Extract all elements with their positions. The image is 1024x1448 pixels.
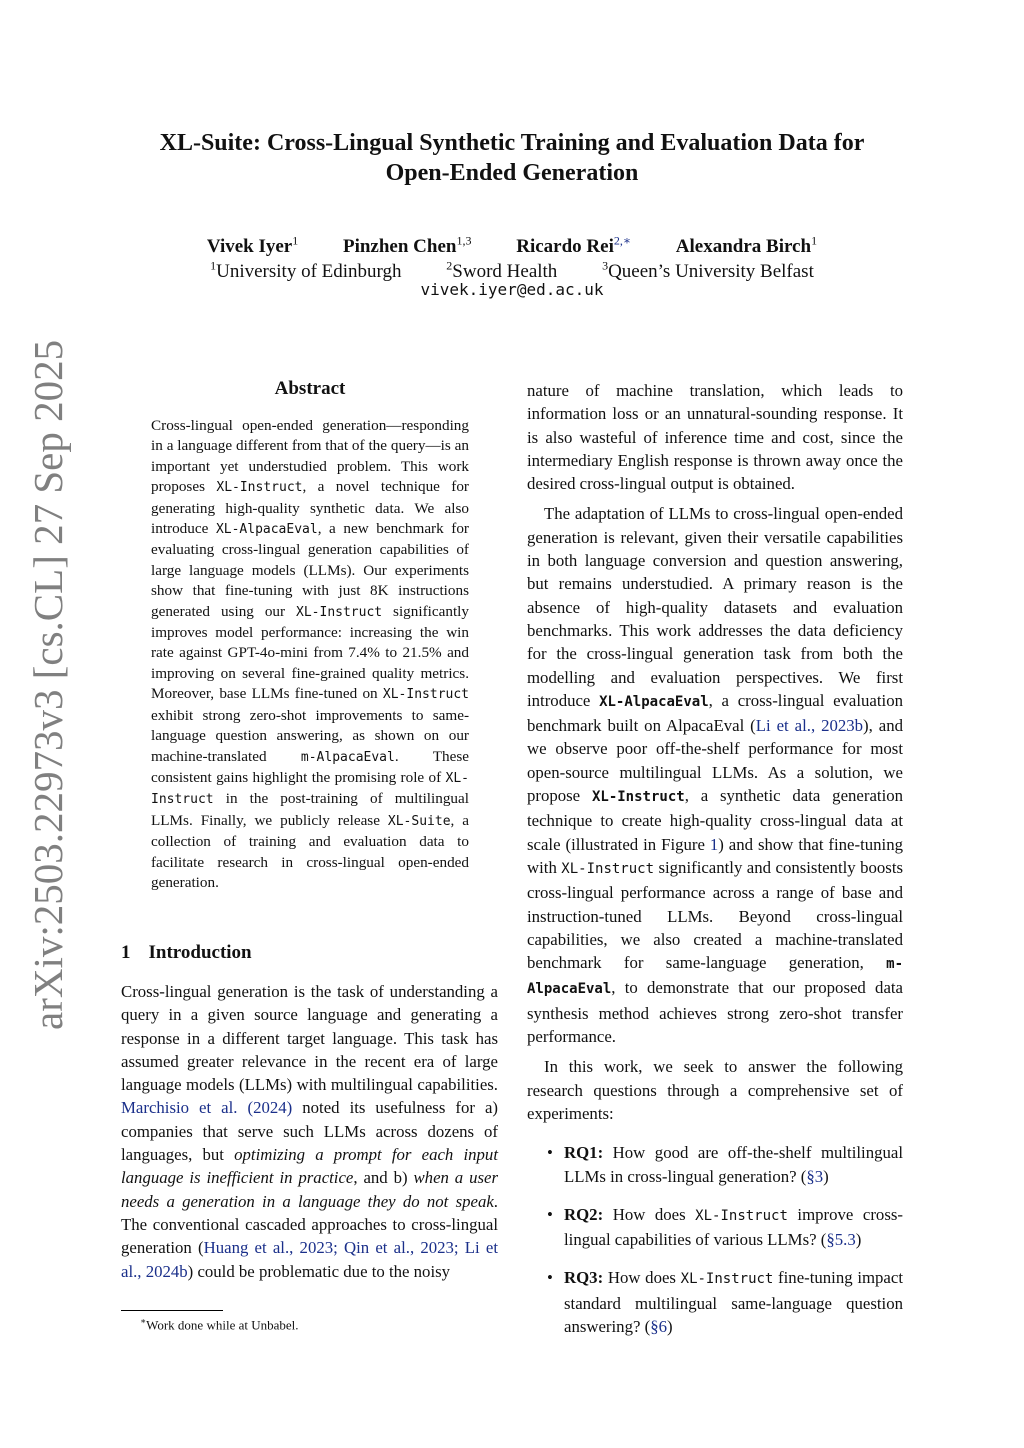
paragraph: nature of machine translation, which leads to information loss or an unnatural-sounding response. It is also wasteful of inference time and cost, since the intermediary English response is thrown away once the desired cross-lingual output is obtained.	[527, 381, 903, 494]
contact-email[interactable]: vivek.iyer@ed.ac.uk	[420, 280, 604, 299]
footnote-rule	[121, 1310, 223, 1311]
author: Vivek Iyer$^1$	[206, 234, 299, 258]
citation-link[interactable]: Huang et al., 2023; Qin et al., 2023; Li et al., 2024b	[121, 1238, 498, 1281]
title-line-2: Open-Ended Generation	[385, 160, 639, 186]
introduction-body: Cross-lingual generation is the task of understanding a query in a given source language and generating a response in a different target language. This task has assumed greater relevance in the recent era of large language models (LLMs) with multilingual capabilities. Marchisio et al. (2024) noted its usefulness for a) companies that serve such LLMs across dozens of languages, but optimizing a prompt for each input language is inefficient in practice, and b) when a user needs a generation in a language they do not speak. The conventional cascaded approaches to cross-lingual generation (Huang et al., 2023; Qin et al., 2023; Li et al., 2024b) could be problematic due to the noisy	[121, 982, 498, 1281]
section-heading-introduction: 1 Introduction	[121, 942, 252, 963]
list-item: • RQ2: How does XL-Instruct improve cross-lingual capabilities of various LLMs? (§5.3)	[547, 1204, 903, 1250]
list-item: • RQ3: How does XL-Instruct fine-tuning impact standard multilingual same-language question answering? (§6)	[547, 1268, 903, 1336]
abstract-body: Cross-lingual open-ended generation—responding in a language different from that of the query—is an important yet understudied problem. This work proposes XL-Instruct, a novel technique for generating high-quality synthetic data. We also introduce XL-AlpacaEval, a new benchmark for evaluating cross-lingual generation capabilities of large language models (LLMs). Our experiments show that fine-tuning with just 8K instructions generated using our XL-Instruct significantly improves model performance: increasing the win rate against GPT-4o-mini from 7.4% to 21.5% and improving on several fine-grained quality metrics. Moreover, base LLMs fine-tuned on XL-Instruct exhibit strong zero-shot improvements to same-language question answering, as shown on our machine-translated m-AlpacaEval. These consistent gains highlight the promising role of XL-Instruct in the post-training of multilingual LLMs. Finally, we publicly release XL-Suite, a collection of training and evaluation data to facilitate research in cross-lingual open-ended generation.	[151, 417, 469, 891]
author: Ricardo Rei$^{2,∗}$	[516, 234, 632, 258]
citation-link[interactable]: Marchisio et al. (2024)	[121, 1098, 293, 1118]
affiliation: $^3$Queen’s University Belfast	[602, 259, 814, 283]
right-column	[527, 379, 903, 1353]
paragraph: The adaptation of LLMs to cross-lingual open-ended generation is relevant, given their versatile capabilities in both language conversion and question answering, but remains understudied. A primary reason is the absence of high-quality datasets and evaluation benchmarks. This work addresses the data deficiency for the cross-lingual generation task from both the modelling and evaluation perspectives. We first introduce XL-AlpacaEval, a cross-lingual evaluation benchmark built on AlpacaEval (Li et al., 2023b), and we observe poor off-the-shelf performance for most open-source multilingual LLMs. As a solution, we propose XL-Instruct, a synthetic data generation technique to create high-quality cross-lingual data at scale (illustrated in Figure 1) and show that fine-tuning with XL-Instruct significantly and consistently boosts cross-lingual performance across a range of base and instruction-tuned LLMs. Beyond cross-lingual capabilities, we also created a machine-translated benchmark for same-language generation, m-AlpacaEval, to demonstrate that our proposed data synthesis method achieves strong zero-shot transfer performance.	[527, 504, 904, 1047]
list-item: • RQ1: How good are off-the-shelf multilingual LLMs in cross-lingual generation? (§3)	[547, 1143, 903, 1186]
section-link[interactable]: §3	[806, 1166, 824, 1186]
section-link[interactable]: §5.3	[826, 1230, 856, 1250]
arxiv-identifier: arXiv:2503.22973v3 [cs.CL] 27 Sep 2025	[25, 339, 71, 1030]
affiliation: $^1$University of Edinburgh	[210, 259, 402, 283]
paragraph: In this work, we seek to answer the following research questions through a comprehensive set of experiments:	[527, 1057, 903, 1123]
author: Alexandra Birch$^1$	[675, 234, 818, 258]
footnote: ∗Work done while at Unbabel.	[140, 1316, 299, 1333]
title-line-1: XL-Suite: Cross-Lingual Synthetic Training and Evaluation Data for	[159, 130, 865, 156]
author: Pinzhen Chen$^{1,3}$	[342, 234, 472, 258]
section-link[interactable]: §6	[650, 1316, 667, 1336]
figure-link[interactable]: 1	[709, 834, 719, 854]
citation-link[interactable]: Li et al., 2023b	[755, 716, 864, 736]
paper-title	[120, 128, 904, 188]
affiliation: $^2$Sword Health	[446, 259, 558, 283]
research-questions	[527, 1141, 903, 1338]
abstract-heading: Abstract	[274, 378, 346, 399]
